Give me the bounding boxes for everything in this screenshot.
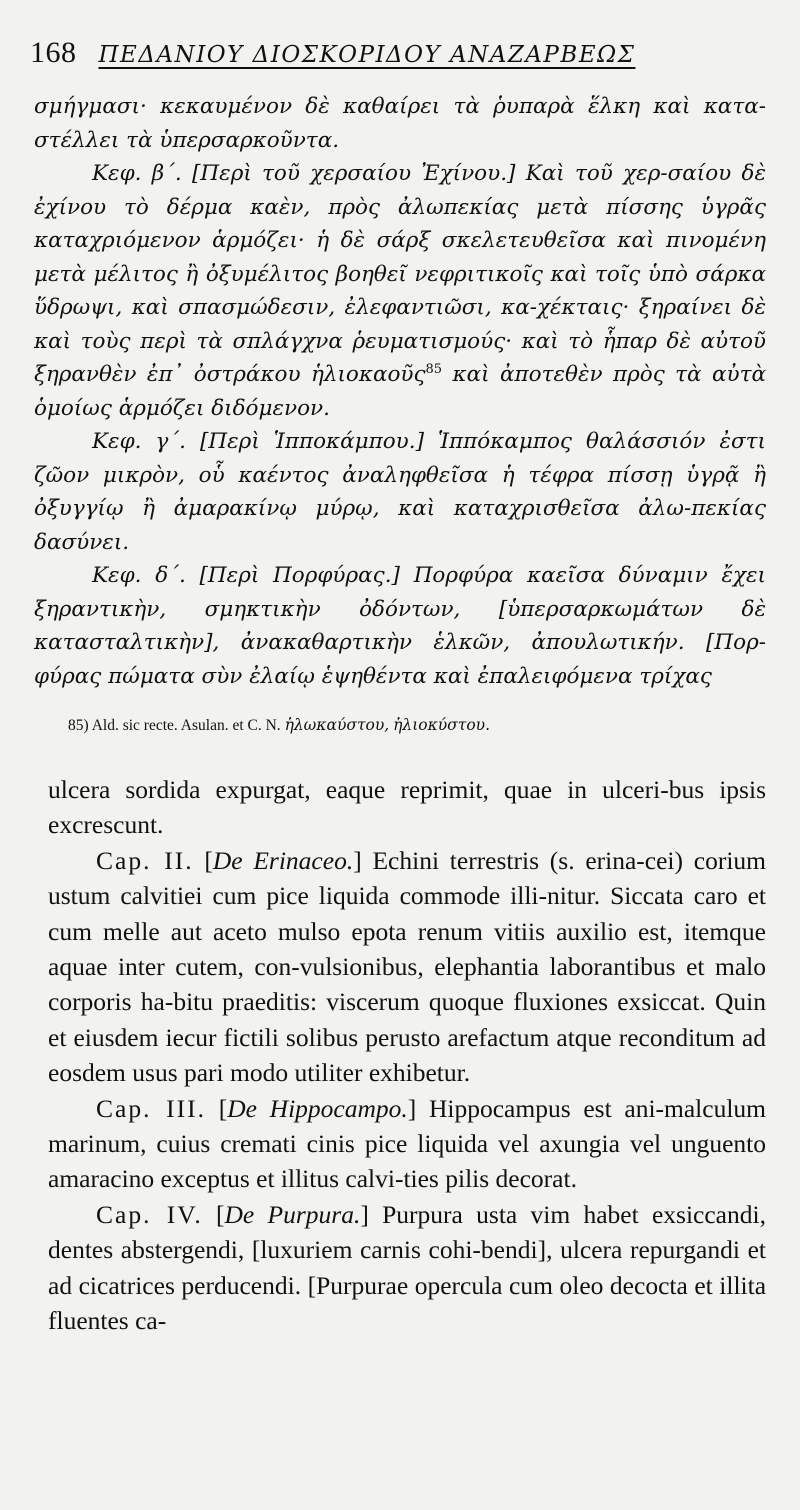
footnote-variant-2: ἡλιοκύστου. [393,716,491,734]
greek-chapter-4-heading: Κεφ. δ΄. [Περὶ Πορφύρας.] [92,563,400,588]
latin-chapter-4-text-b: , ulcera repurgandi et ad cicatrices perducendi. [48,1235,766,1300]
latin-chapter-4-last-line: Purpurae opercula cum oleo decocta et illita fluentes ca- [48,1270,767,1336]
latin-chapter-4-label: Cap. IV. [96,1199,203,1229]
latin-chapter-2-text: Echini terrestris (s. erina-cei) corium ustum calvitiei cum pice liquida commode illi-nitur. Siccata caro et cum melle aut aceto mulso epota renum vitiis auxilio est, itemque aquae inter cutem, con-vulsionibus, elephantia laborantibus et malo corporis ha-bitu praeditis: viscerum quoque fluxiones exsiccat. Quin et eiusdem iecur fictili solibus perusto arefactum atque reconditum ad eosdem usus pari modo utiliter exhibetur. [48,845,766,1088]
latin-paragraph-3: Cap. III. [De Hippocampo.] Hippocampus est ani-malculum marinum, cuius cremati cinis pice liquida vel axungia vel unguento amaracino exceptus et illitus calvi-ties pilis decorat. [48,1093,766,1194]
greek-paragraph-3 [34,425,766,559]
running-head: ΠΕΔΑΝΙΟΥ ΔΙΟΣΚΟΡΙΔΟΥ ΑΝΑΖΑΡΒΕΩΣ [98,42,636,68]
latin-text-block [48,772,766,1339]
latin-paragraph-2: Cap. II. [De Erinaceo.] Echini terrestris (s. erina-cei) corium ustum calvitiei cum pice liquida commode illi-nitur. Siccata caro et cum melle aut aceto mulso epota renum vitiis auxilio est, itemque aquae inter cutem, con-vulsionibus, elephantia laborantibus et malo corporis ha-bitu praeditis: viscerum quoque fluxiones exsiccat. Quin et eiusdem iecur fictili solibus perusto arefactum atque reconditum ad eosdem usus pari modo utiliter exhibetur. [48,845,766,1088]
greek-text-block [34,90,766,693]
latin-chapter-2-label: Cap. II. [96,845,194,875]
page-header [28,36,772,90]
footnote-85 [68,713,772,738]
footnote-text: Ald. sic recte. Asulan. et C. N. [91,717,281,734]
latin-paragraph-1: ulcera sordida expurgat, eaque reprimit, quae in ulceri-bus ipsis excrescunt. [48,775,766,840]
latin-chapter-4-text-a: Purpura usta vim habet exsiccandi, dentes abstergendi, [48,1199,766,1265]
latin-chapter-3-title: De Hippocampo. [227,1093,408,1123]
latin-chapter-2-title: De Erinaceo. [212,845,354,875]
latin-chapter-4-bracketed: luxuriem carnis cohi-bendi [260,1235,538,1265]
footnote-variant-1: ἡλωκαύστου, [284,716,390,734]
greek-chapter-4-text: Πορφύρα καεῖσα δύναμιν ἔχει ξηραντικὴν, σμηκτικὴν ὀδόντων, [ὑπερσαρκωμάτων δὲ κατασταλτικὴν], ἀνακαθαρτικὴν ἑλκῶν, ἀπουλωτικήν. [Πορ-φύρας πώματα σὺν ἐλαίῳ ἑψηθέντα καὶ ἐπαλειφόμενα τρίχας [34,563,766,689]
greek-chapter-2-text: Καὶ τοῦ χερ-σαίου δὲ ἐχίνου τὸ δέρμα καὲν, πρὸς ἀλωπεκίας μετὰ πίσσης ὑγρᾶς καταχριόμενον ἁρμόζει· ἡ δὲ σάρξ σκελετευθεῖσα καὶ πινομένη μετὰ μέλιτος ἢ ὀξυμέλιτος βοηθεῖ νεφριτικοῖς καὶ τοῖς ὑπὸ σάρκα ὕδρωψι, καὶ σπασμώδεσιν, ἐλεφαντιῶσι, κα-χέκταις· ξηραίνει δὲ καὶ τοὺς περὶ τὰ σπλάγχνα ῥευματισμούς· καὶ τὸ ἧπαρ δὲ αὐτοῦ ξηρανθὲν ἐπ᾽ ὀστράκου ἡλιοκαοῦς [34,161,766,387]
footnote-reference[interactable]: 85 [425,361,443,377]
latin-paragraph-4: Cap. IV. [De Purpura.] Purpura usta vim habet exsiccandi, dentes abstergendi, [luxuriem carnis cohi-bendi], ulcera repurgandi et ad cicatrices perducendi. [Purpurae opercula cum oleo decocta et illita fluentes ca- [48,1199,767,1336]
greek-chapter-3-heading: Κεφ. γ΄. [Περὶ Ἱπποκάμπου.] [92,429,424,454]
greek-chapter-2-heading: Κεφ. β΄. [Περὶ τοῦ χερσαίου Ἐχίνου.] [92,161,516,186]
greek-chapter-2-tail: καὶ ἀποτεθὲν πρὸς τὰ αὐτὰ ὁμοίως ἁρμόζει διδόμενον. [34,362,766,421]
latin-chapter-3-text: Hippocampus est ani-malculum marinum, cuius cremati cinis pice liquida vel axungia vel unguento amaracino exceptus et illitus calvi-ties pilis decorat. [48,1093,766,1194]
latin-chapter-4-title: De Purpura. [224,1199,361,1229]
greek-paragraph-2 [34,157,766,425]
greek-chapter-3-text: Ἱππόκαμπος θαλάσσιόν ἐστι ζῶον μικρὸν, οὗ καέντος ἀναληφθεῖσα ἡ τέφρα πίσσῃ ὑγρᾷ ἢ ὀξυγγίῳ ἢ ἀμαρακίνῳ μύρῳ, καὶ καταχρισθεῖσα ἀλω-πεκίας δασύνει. [34,429,766,555]
latin-chapter-3-label: Cap. III. [96,1093,207,1123]
footnote-number: 85) [68,717,89,734]
greek-paragraph-4 [34,559,766,693]
greek-paragraph-1: σμήγμασι· κεκαυμένον δὲ καθαίρει τὰ ῥυπαρὰ ἕλκη καὶ κατα-στέλλει τὰ ὑπερσαρκοῦντα. [34,94,766,153]
page-number: 168 [30,36,77,69]
